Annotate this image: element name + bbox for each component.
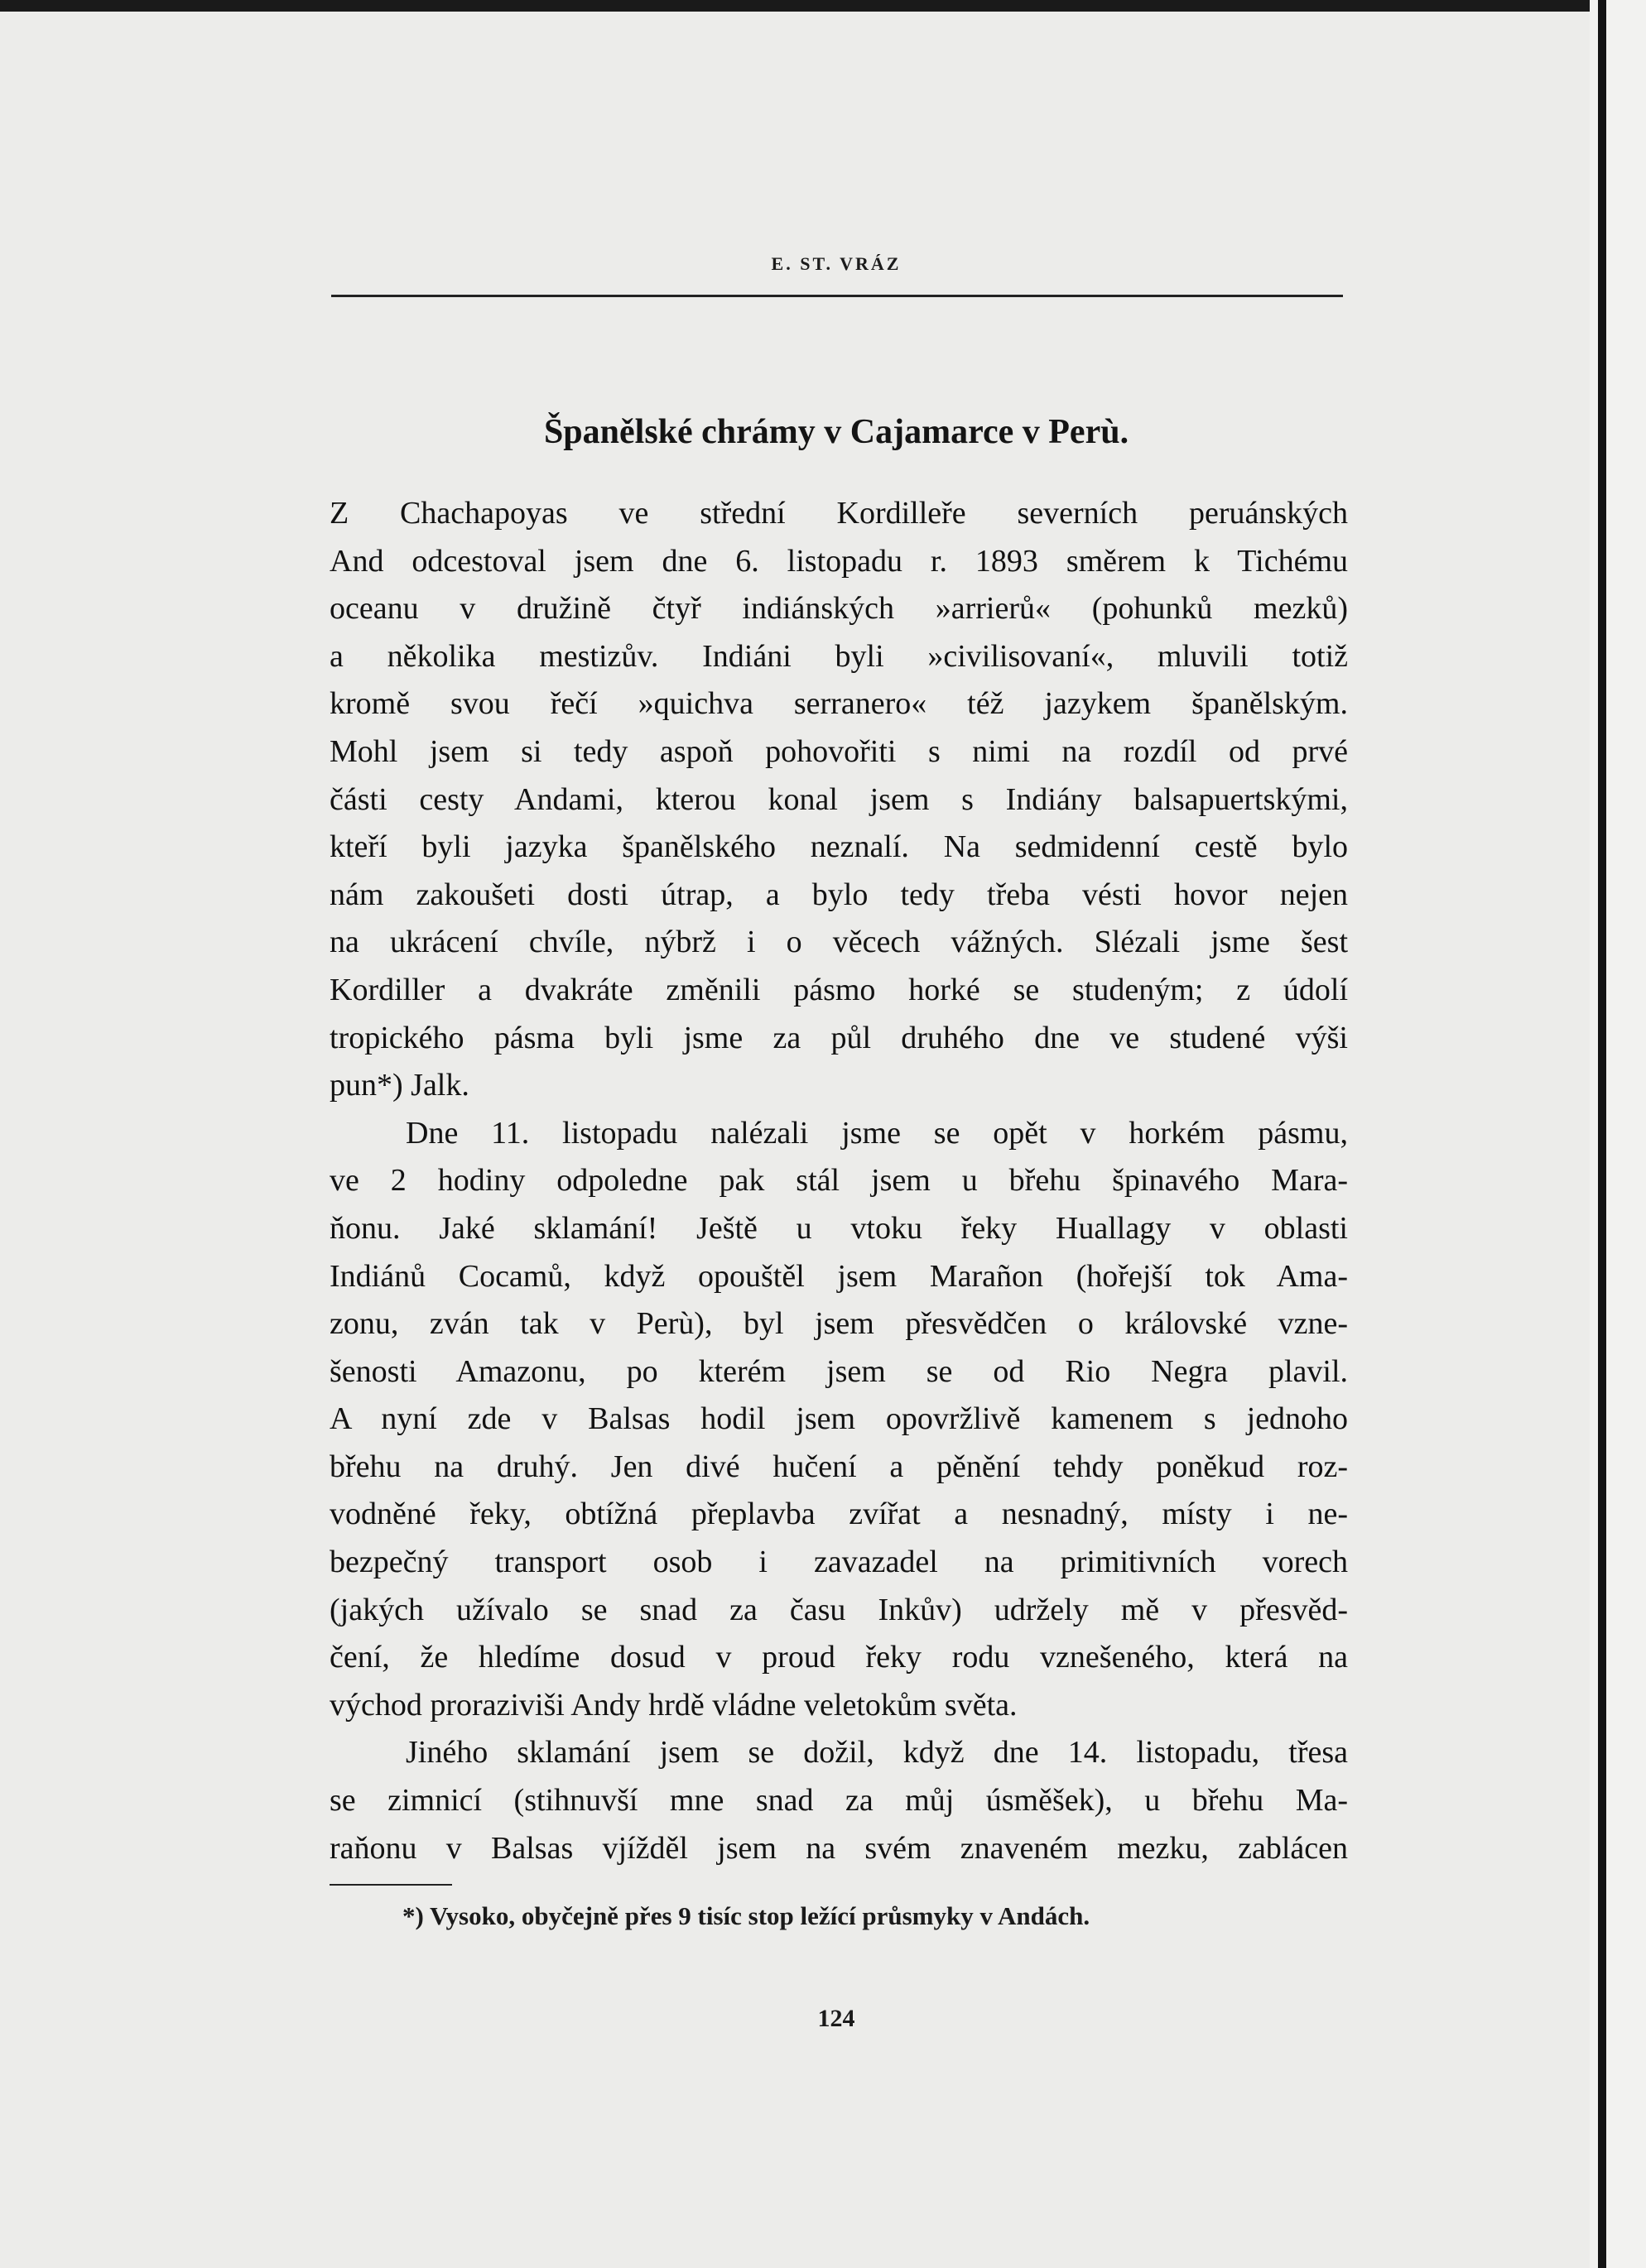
text-line: části cesty Andami, kterou konal jsem s Indiány balsapuertskými, — [330, 781, 1348, 817]
text-line: čení, že hledíme dosud v proud řeky rodu vznešeného, která na — [330, 1640, 1348, 1675]
text-line: zonu, zván tak v Perù), byl jsem přesvědčen o královské vzne- — [330, 1306, 1348, 1342]
text-line: Dne 11. listopadu nalézali jsme se opět v horkém pásmu, — [406, 1115, 1348, 1151]
text-line: Kordiller a dvakráte změnili pásmo horké se studeným; z údolí — [330, 972, 1348, 1007]
text-line: pun*) Jalk. — [330, 1068, 469, 1103]
text-line: východ proraziviši Andy hrdě vládne veletokům světa. — [330, 1687, 1018, 1723]
text-line: tropického pásma byli jsme za půl druhého dne ve studené výši — [330, 1020, 1348, 1055]
scan-edge-shadow — [1598, 0, 1606, 2268]
text-line: na ukrácení chvíle, nýbrž i o věcech vážných. Slézali jsme šest — [330, 925, 1348, 960]
text-line: nám zakoušeti dosti útrap, a bylo tedy třeba vésti hovor nejen — [330, 877, 1348, 912]
footnote-rule — [330, 1884, 452, 1886]
text-line: kromě svou řečí »quichva serranero« též jazykem španělským. — [330, 686, 1348, 722]
text-line: A nyní zde v Balsas hodil jsem opovržlivě kamenem s jednoho — [330, 1401, 1348, 1437]
header-rule — [331, 295, 1343, 297]
footnote: *) Vysoko, obyčejně přes 9 tisíc stop ležící průsmyky v Andách. — [402, 1901, 1090, 1930]
chapter-title: Španělské chrámy v Cajamarce v Perù. — [543, 413, 1129, 451]
text-line: vodněné řeky, obtížná přeplavba zvířat a nesnadný, místy i ne- — [330, 1497, 1348, 1532]
text-line: oceanu v družině čtyř indiánských »arrierů« (pohunků mezků) — [330, 591, 1348, 627]
text-line: raňonu v Balsas vjížděl jsem na svém znaveném mezku, zablácen — [330, 1830, 1348, 1866]
text-line: And odcestoval jsem dne 6. listopadu r. 1893 směrem k Tichému — [330, 543, 1348, 579]
text-line: Jiného sklamání jsem se dožil, když dne 14. listopadu, třesa — [406, 1735, 1348, 1771]
page-number: 124 — [817, 2005, 855, 2032]
text-line: Z Chachapoyas ve střední Kordilleře severních peruánských — [330, 496, 1348, 531]
book-page — [0, 12, 1590, 2268]
text-line: Mohl jsem si tedy aspoň pohovořiti s nimi na rozdíl od prvé — [330, 733, 1348, 769]
running-head: E. ST. VRÁZ — [771, 253, 902, 274]
text-line: ve 2 hodiny odpoledne pak stál jsem u břehu špinavého Mara- — [330, 1163, 1348, 1199]
text-line: a několika mestizův. Indiáni byli »civilisovaní«, mluvili totiž — [330, 638, 1348, 674]
text-line: bezpečný transport osob i zavazadel na primitivních vorech — [330, 1545, 1348, 1580]
text-line: břehu na druhý. Jen divé hučení a pěnění tehdy poněkud roz- — [330, 1449, 1348, 1484]
text-line: kteří byli jazyka španělského neznalí. Na sedmidenní cestě bylo — [330, 829, 1348, 865]
text-line: ňonu. Jaké sklamání! Ještě u vtoku řeky Huallagy v oblasti — [330, 1210, 1348, 1246]
text-line: Indiánů Cocamů, když opouštěl jsem Marañon (hořejší tok Ama- — [330, 1258, 1348, 1294]
text-line: se zimnicí (stihnuvší mne snad za můj úsměšek), u břehu Ma- — [330, 1783, 1348, 1819]
scan-edge — [1590, 0, 1646, 2268]
text-line: šenosti Amazonu, po kterém jsem se od Rio Negra plavil. — [330, 1353, 1348, 1389]
text-line: (jakých užívalo se snad za času Inkův) udržely mě v přesvěd- — [330, 1592, 1348, 1627]
body-text — [330, 490, 1348, 1872]
